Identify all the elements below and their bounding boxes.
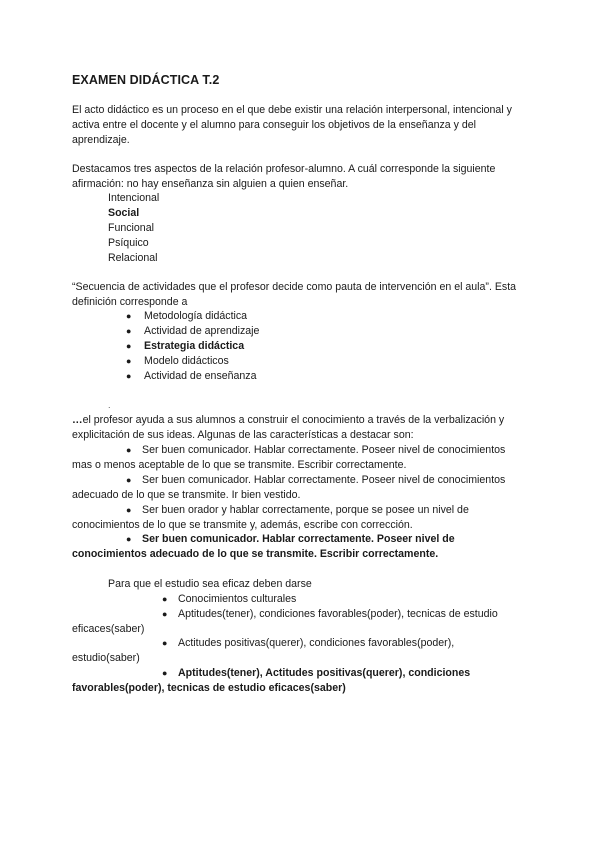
bullet-icon: ●	[126, 445, 132, 455]
q4-prompt: Para que el estudio sea eficaz deben darse	[108, 578, 312, 590]
bullet-icon: ●	[126, 371, 132, 381]
q1-option: Intencional	[108, 192, 160, 204]
q3-option-line1: Ser buen comunicador. Hablar correctamente. Poseer nivel de conocimientos	[142, 474, 506, 486]
bullet-icon: ●	[126, 475, 132, 485]
q2-option-label: Modelo didácticos	[144, 355, 229, 367]
bullet-icon: ●	[162, 668, 168, 678]
q2-option	[126, 369, 257, 384]
q3-option-line2: mas o menos aceptable de lo que se transmite. Escribir correctamente.	[72, 458, 407, 471]
q3-option-line1: Ser buen comunicador. Hablar correctamente. Poseer nivel de	[142, 533, 455, 545]
q1-prompt: Destacamos tres aspectos de la relación profesor-alumno. A cuál corresponde la siguiente afirmación: no hay enseñanza sin alguien a quien enseñar.	[72, 163, 496, 190]
q4-option	[72, 592, 532, 607]
bullet-icon: ●	[126, 356, 132, 366]
q3-option-line2: conocimientos adecuado de lo que se transmite. Escribir correctamente.	[72, 547, 439, 560]
page-title: EXAMEN DIDÁCTICA T.2	[72, 73, 220, 87]
q4-option-line1: Aptitudes(tener), Actitudes positivas(querer), condiciones	[178, 667, 471, 679]
q1-option: Psíquico	[108, 237, 149, 249]
bullet-icon: ●	[126, 341, 132, 351]
q2-option-label: Estrategia didáctica	[144, 340, 245, 352]
q1-option-correct: Social	[108, 207, 140, 219]
q2-option	[126, 354, 229, 369]
q4-option-line2: estudio(saber)	[72, 651, 140, 664]
bullet-icon: ●	[126, 505, 132, 515]
bullet-icon: ●	[126, 326, 132, 336]
q2-option-correct	[126, 339, 244, 354]
q3-option	[72, 473, 532, 503]
bullet-icon: ●	[162, 609, 168, 619]
q3-option-line2: conocimientos de lo que se transmite y, además, escribe con corrección.	[72, 518, 413, 531]
q4-option-line2: favorables(poder), tecnicas de estudio eficaces(saber)	[72, 681, 346, 694]
q4-option-line2: eficaces(saber)	[72, 622, 145, 635]
bullet-icon: ●	[126, 534, 132, 544]
bullet-icon: ●	[162, 594, 168, 604]
q4-option-correct	[72, 666, 532, 696]
q4-option	[72, 636, 532, 666]
q4-option-line1: Aptitudes(tener), condiciones favorables(poder), tecnicas de estudio	[178, 608, 498, 620]
q2-option-label: Metodología didáctica	[144, 310, 248, 322]
q4-option-line1: Actitudes positivas(querer), condiciones favorables(poder),	[178, 637, 455, 649]
q3-prompt	[72, 413, 532, 443]
q3-option-correct	[72, 532, 532, 562]
q2-option-label: Actividad de enseñanza	[144, 370, 257, 382]
bullet-icon: ●	[162, 638, 168, 648]
bullet-icon: ●	[126, 311, 132, 321]
q1-option: Funcional	[108, 222, 154, 234]
q3-option	[72, 503, 532, 533]
q2-prompt: “Secuencia de actividades que el profesor decide como pauta de intervención en el aula”. Esta definición corresponde a	[72, 281, 517, 308]
q3-option-line1: Ser buen orador y hablar correctamente, porque se posee un nivel de	[142, 504, 469, 516]
q4-option-line1: Conocimientos culturales	[178, 593, 297, 605]
q3-option	[72, 443, 532, 473]
q3-option-line2: adecuado de lo que se transmite. Ir bien vestido.	[72, 488, 301, 501]
q3-option-line1: Ser buen comunicador. Hablar correctamente. Poseer nivel de conocimientos	[142, 444, 506, 456]
q1-option: Relacional	[108, 252, 158, 264]
q2-option	[126, 309, 247, 324]
q3-ellipsis: …	[72, 414, 83, 426]
q3-prompt-text: el profesor ayuda a sus alumnos a construir el conocimiento a través de la verbalización y explicitación de sus ideas. Algunas de las características a destacar son:	[72, 414, 505, 441]
q2-option	[126, 324, 259, 339]
q4-option	[72, 607, 532, 637]
q2-option-label: Actividad de aprendizaje	[144, 325, 260, 337]
intro-paragraph: El acto didáctico es un proceso en el que debe existir una relación interpersonal, intencional y activa entre el docente y el alumno para conseguir los objetivos de la enseñanza y del aprendizaje.	[72, 104, 512, 146]
stray-mark: .	[108, 400, 111, 410]
